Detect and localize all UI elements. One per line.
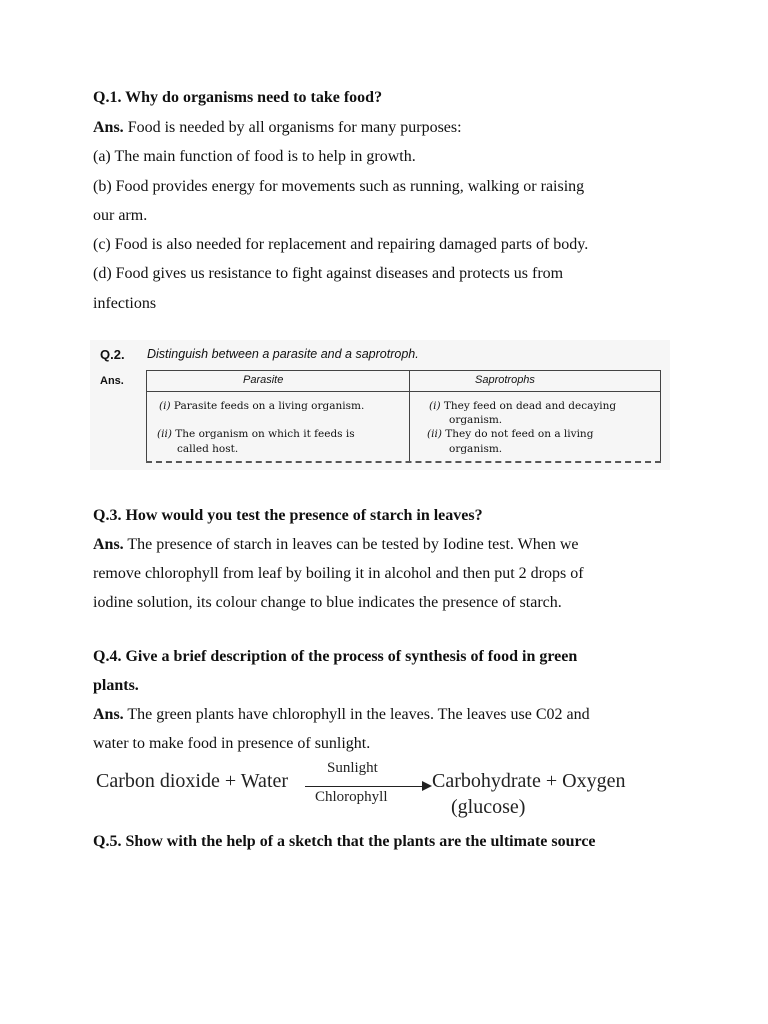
equation-below-arrow: Chlorophyll	[315, 789, 388, 805]
q2-scanned-block	[90, 340, 670, 470]
q2-number: Q.2.	[100, 347, 125, 362]
saprotroph-point-1-cont: organism.	[449, 414, 503, 426]
equation-reactants: Carbon dioxide + Water	[96, 770, 289, 792]
table-bottom-dashed-line	[146, 461, 661, 463]
q3-answer-line-3: iodine solution, its colour change to blue indicates the presence of starch.	[93, 594, 562, 611]
q4-question-line-1: Q.4. Give a brief description of the process of synthesis of food in green	[93, 648, 578, 665]
equation-above-arrow: Sunlight	[327, 760, 378, 776]
photosynthesis-equation	[96, 760, 656, 826]
q3-answer-line-1: Ans. The presence of starch in leaves can be tested by Iodine test. When we	[93, 536, 579, 553]
table-column-divider	[409, 371, 410, 462]
equation-products: Carbohydrate + Oxygen	[432, 770, 626, 792]
table-header-saprotrophs: Saprotrophs	[475, 374, 535, 386]
parasite-point-1: (i) Parasite feeds on a living organism.	[159, 400, 365, 412]
q4-answer-line-1: Ans. The green plants have chlorophyll in the leaves. The leaves use C02 and	[93, 706, 590, 723]
q1-point-b: (b) Food provides energy for movements such as running, walking or raising	[93, 178, 585, 195]
q1-question: Q.1. Why do organisms need to take food?	[93, 89, 383, 106]
q3-answer-line-2: remove chlorophyll from leaf by boiling it in alcohol and then put 2 drops of	[93, 565, 584, 582]
q1-point-d: (d) Food gives us resistance to fight against diseases and protects us from	[93, 265, 564, 282]
saprotroph-point-1: (i) They feed on dead and decaying	[429, 400, 617, 412]
parasite-point-2-cont: called host.	[177, 443, 239, 455]
q1-answer	[93, 118, 462, 138]
q4-answer-line-2: water to make food in presence of sunlight.	[93, 735, 371, 752]
q4-question-line-2: plants.	[93, 677, 139, 694]
parasite-point-2: (ii) The organism on which it feeds is	[157, 428, 355, 440]
equation-product-note: (glucose)	[451, 796, 526, 818]
q1-point-d-cont: infections	[93, 295, 157, 312]
comparison-table	[146, 370, 661, 462]
q1-point-c: (c) Food is also needed for replacement and repairing damaged parts of body.	[93, 236, 589, 253]
q3-ans-label: Ans.	[93, 536, 124, 553]
equation-arrow-line	[305, 786, 426, 787]
q2-ans-label: Ans.	[100, 375, 124, 387]
q3-question: Q.3. How would you test the presence of starch in leaves?	[93, 507, 483, 524]
saprotroph-point-2-cont: organism.	[449, 443, 503, 455]
q1-ans-text: Food is needed by all organisms for many purposes:	[123, 119, 462, 136]
q1-point-b-cont: our arm.	[93, 207, 148, 224]
saprotroph-point-2: (ii) They do not feed on a living	[427, 428, 594, 440]
table-header-parasite: Parasite	[243, 374, 284, 386]
q2-question: Distinguish between a parasite and a saprotroph.	[147, 347, 419, 361]
q5-question: Q.5. Show with the help of a sketch that the plants are the ultimate source	[93, 833, 596, 850]
q1-ans-label: Ans.	[93, 119, 124, 136]
q4-ans-label: Ans.	[93, 706, 124, 723]
q1-point-a: (a) The main function of food is to help in growth.	[93, 148, 416, 165]
arrow-right-icon	[422, 781, 432, 791]
table-header-row	[147, 371, 660, 392]
